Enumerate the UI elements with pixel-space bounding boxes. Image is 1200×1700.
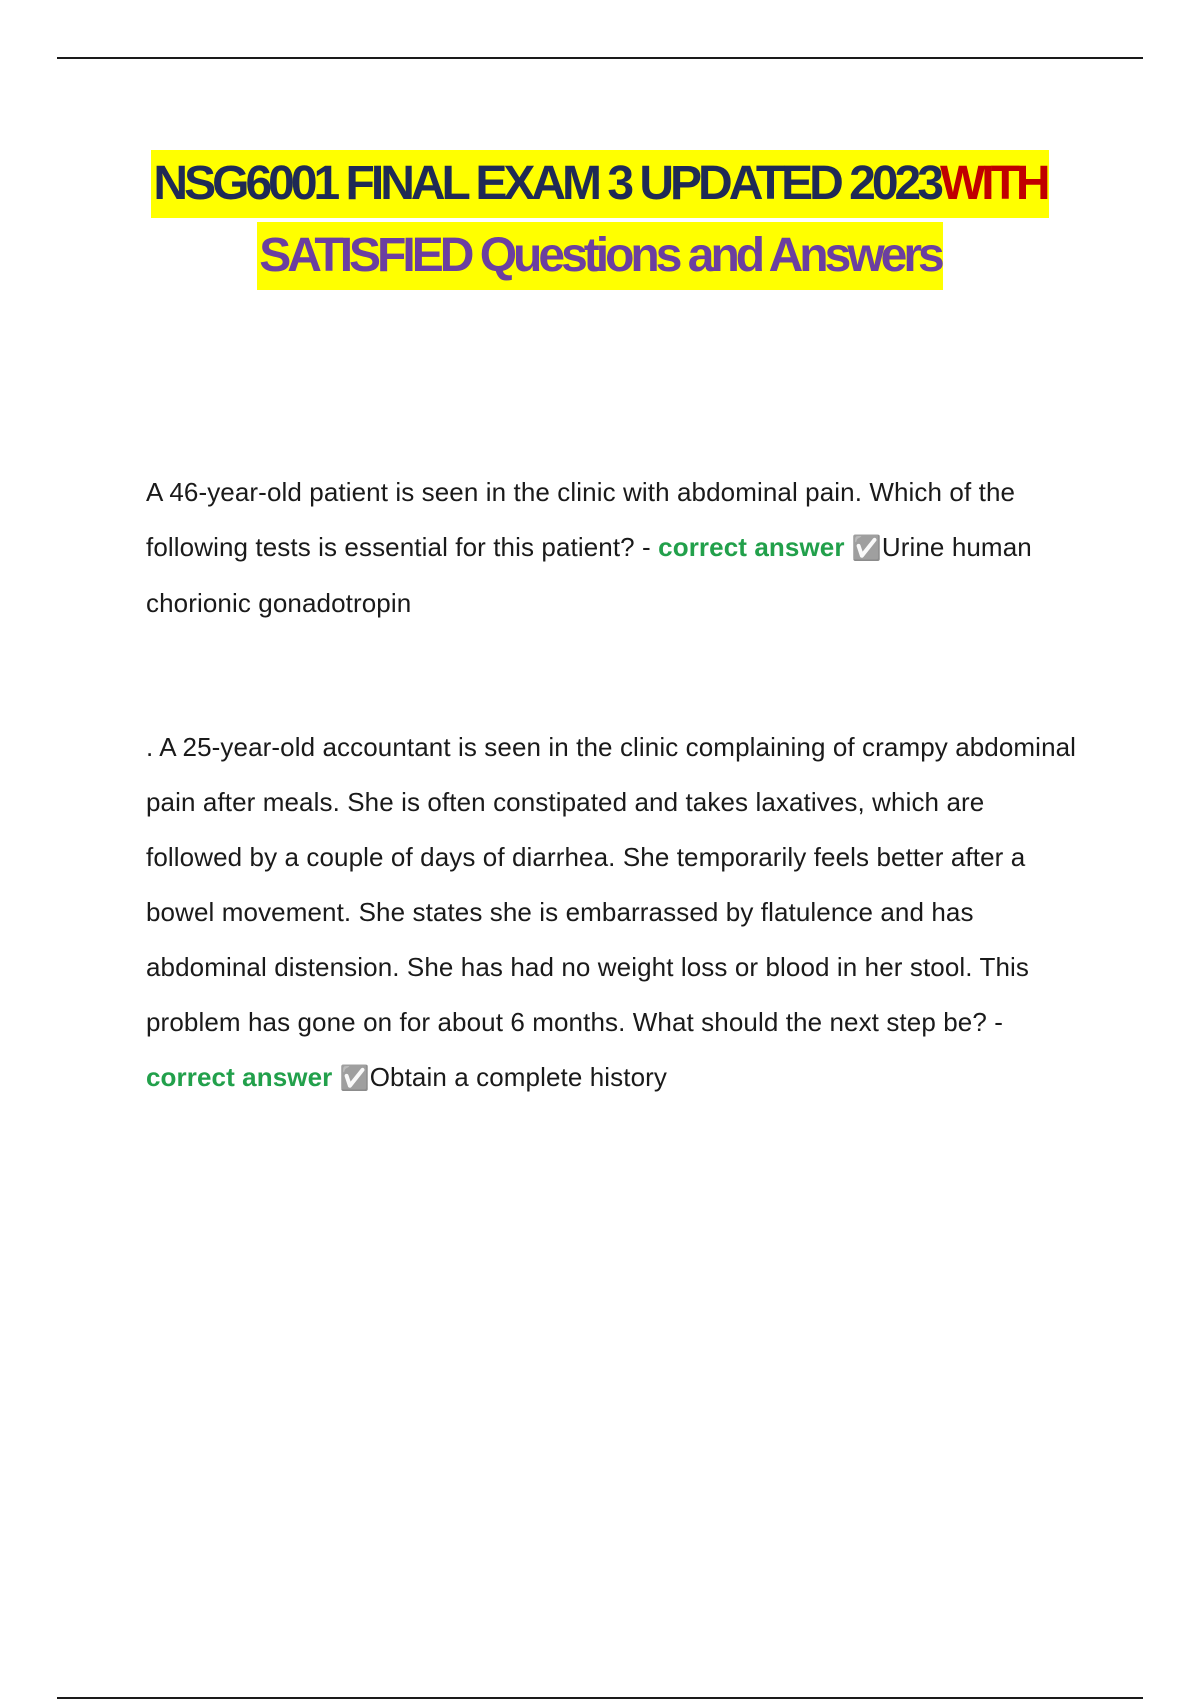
question-text: . A 25-year-old accountant is seen in the clinic complaining of crampy abdominal pain after meals. She is often constipated and takes laxatives, which are followed by a couple of days of diarrhea. She temporarily feels better after a bowel movement. She states she is embarrassed by flatulence and has abdominal distension. She has had no weight loss or blood in her stool. This problem has gone on for about 6 months. What should the next step be? - [146,732,1077,1037]
check-mark-icon: ✅ [339,1064,370,1092]
title-with-text: WITH [939,157,1047,210]
title-line-1 [0,148,1200,220]
qa-item-2 [146,720,1086,1106]
correct-answer-label: correct answer [658,532,845,562]
check-mark-icon: ✅ [851,534,882,562]
correct-answer-label: correct answer [146,1062,333,1092]
document-title [0,148,1200,292]
title-subtitle-text: SATISFIED Questions and Answers [257,222,942,290]
title-main-text: NSG6001 FINAL EXAM 3 UPDATED 2023 [153,157,940,210]
title-highlight-1 [151,150,1048,218]
answer-text: Urine human chorionic gonadotropin [146,532,1032,618]
question-text: A 46-year-old patient is seen in the clinic with abdominal pain. Which of the following tests is essential for this patient? - [146,477,1016,562]
qa-item-1 [146,465,1086,631]
bottom-rule [57,1697,1143,1699]
answer-text: Obtain a complete history [369,1062,668,1092]
top-rule [57,57,1143,59]
title-line-2 [0,220,1200,292]
